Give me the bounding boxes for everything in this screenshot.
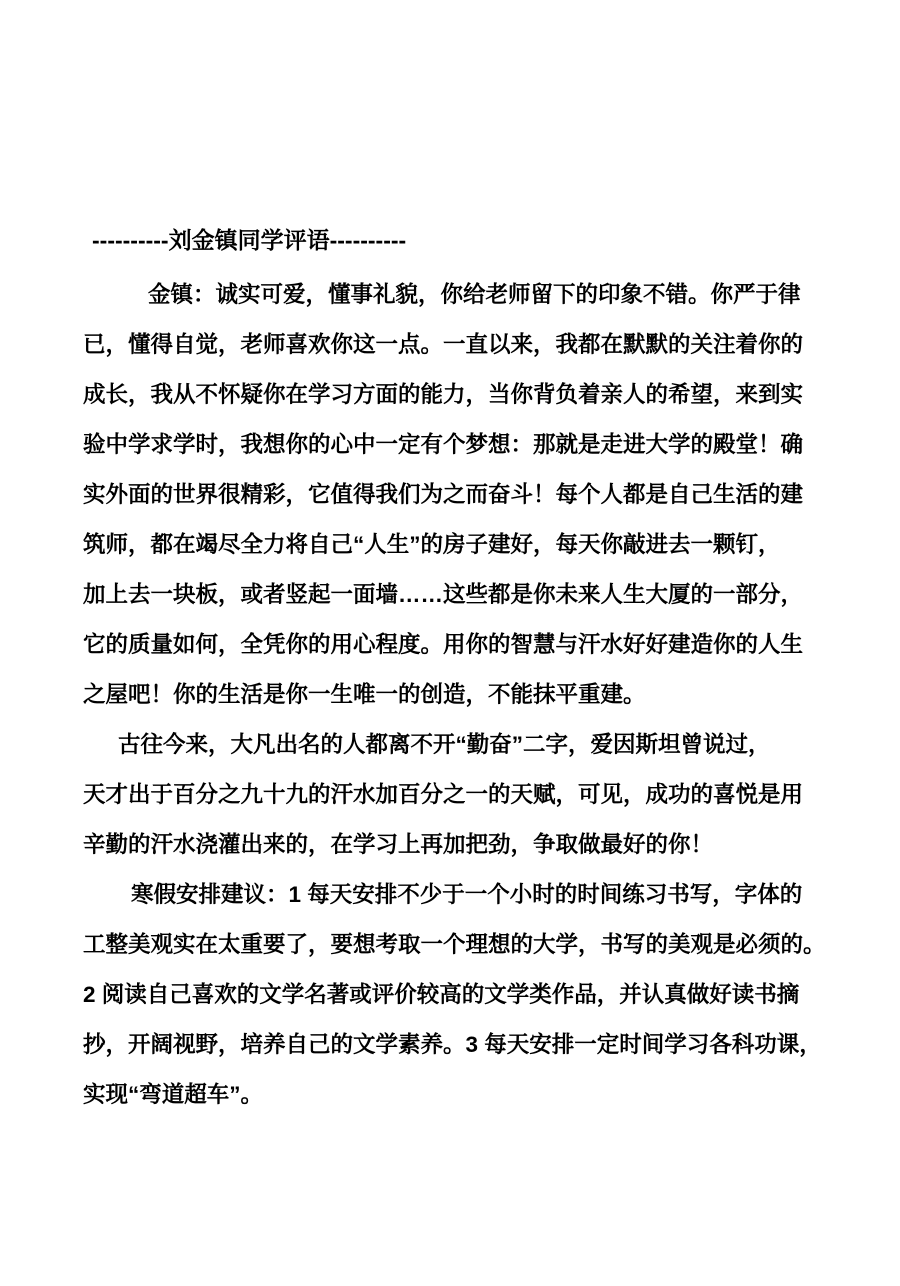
text-line: 加上去一块板，或者竖起一面墙……这些都是你未来人生大厦的一部分， (83, 582, 804, 607)
text-line: 之屋吧！你的生活是你一生唯一的创造，不能抹平重建。 (83, 682, 646, 707)
text-line: 实现“弯道超车”。 (83, 1082, 264, 1107)
paragraph (83, 870, 840, 1120)
document-body (0, 252, 900, 1120)
text-line: 实外面的世界很精彩，它值得我们为之而奋斗！每个人都是自己生活的建 (83, 482, 804, 507)
text-line: 它的质量如何，全凭你的用心程度。用你的智慧与汗水好好建造你的人生 (83, 632, 804, 657)
document-title: ----------刘金镇同学评语---------- (92, 227, 407, 253)
text-line: 天才出于百分之九十九的汗水加百分之一的天赋，可见，成功的喜悦是用 (83, 782, 804, 807)
paragraph (83, 270, 840, 720)
text-line: 寒假安排建议：1 每天安排不少于一个小时的时间练习书写，字体的 (131, 882, 803, 907)
text-line: 筑师，都在竭尽全力将自己“人生”的房子建好，每天你敲进去一颗钉， (83, 532, 781, 557)
text-line: 工整美观实在太重要了，要想考取一个理想的大学，书写的美观是必须的。 (83, 932, 826, 957)
text-line: 金镇：诚实可爱，懂事礼貌，你给老师留下的印象不错。你严于律 (148, 282, 801, 307)
text-line: 辛勤的汗水浇灌出来的，在学习上再加把劲，争取做最好的你！ (83, 832, 714, 857)
paragraph (83, 720, 840, 870)
text-line: 成长，我从不怀疑你在学习方面的能力，当你背负着亲人的希望，来到实 (83, 382, 804, 407)
text-line: 已，懂得自觉，老师喜欢你这一点。一直以来，我都在默默的关注着你的 (83, 332, 804, 357)
text-line: 验中学求学时，我想你的心中一定有个梦想：那就是走进大学的殿堂！确 (83, 432, 804, 457)
text-line: 2 阅读自己喜欢的文学名著或评价较高的文学类作品，并认真做好读书摘 (83, 982, 800, 1007)
text-line: 古往今来，大凡出名的人都离不开“勤奋”二字，爱因斯坦曾说过， (118, 732, 771, 757)
text-line: 抄，开阔视野，培养自己的文学素养。3 每天安排一定时间学习各科功课， (83, 1032, 822, 1057)
